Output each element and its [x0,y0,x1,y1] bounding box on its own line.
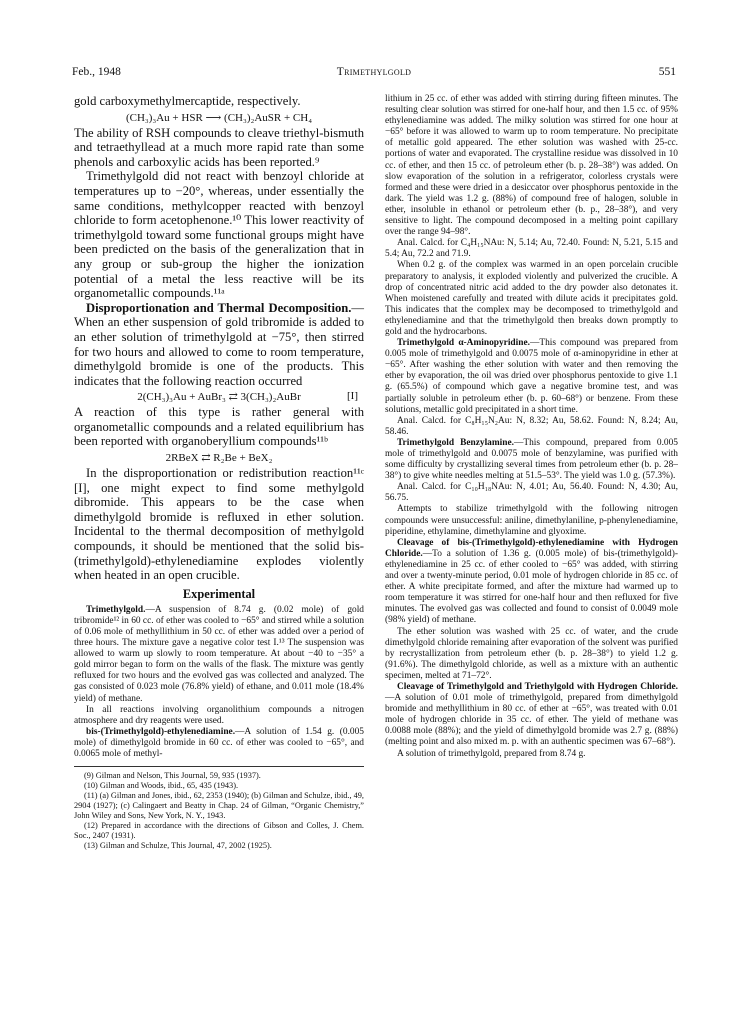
section-title: Experimental [182,586,256,601]
analysis-line: Anal. Calcd. for C₈H₁₅N₂Au: N, 8.32; Au, 58.62. Found: N, 8.24; Au, 58.46. [385,415,678,437]
subheading: bis-(Trimethylgold)-ethylenediamine. [86,726,236,737]
subheading: Trimethylgold α-Aminopyridine. [397,338,530,349]
subheading: Cleavage of Trimethylgold and Triethylgold with Hydrogen Chloride. [397,681,678,692]
footnote: (11) (a) Gilman and Jones, ibid., 62, 2353 (1940); (b) Gilman and Schulze, ibid., 49, 2904 (1927); (c) Calingaert and Beatty in Chap. 24 of Gilman, “Organic Chemistry,” John Wiley and Sons, New York, N. Y., 1943. [74,791,364,821]
paragraph: Attempts to stabilize trimethylgold with the following nitrogen compounds were unsuccessful: aniline, dimethylaniline, p-phenylenediamine, piperidine, ethylamine, dimethylamine and glyoxime. [385,504,678,537]
equation-3: 2RBeX ⇄ R₂Be + BeX₂ [165,452,273,465]
paragraph: lithium in 25 cc. of ether was added with stirring during fifteen minutes. The resulting clear solution was stirred for one-half hour, and then 1.5 cc. of 95% ethylenediamine was added. The milky solution was stirred for one hour at −65° before it was allowed to warm up to room temperature. No precipitate of metallic gold appeared. The ether solution was washed with 25-cc. portions of water and evaporated. The crystalline residue was dissolved in 10 cc. of ether, and then 15 cc. of petroleum ether (b. p. 28–38°) was added. On slow evaporation of the solution in a refrigerator, colorless crystals were formed and these were dried in a desiccator over phosphorus pentoxide in the dark. The yield was 1.2 g. (88%) of compound free of halogen, soluble in ether, insoluble in ethanol or petroleum ether (b. p., 28–38°), and very sensitive to light. The compound decomposed in a melting point capillary over the range 94–98°. [385,94,678,238]
paragraph: When 0.2 g. of the complex was warmed in an open porcelain crucible preparatory to analysis, it exploded violently and pulverized the crucible. A drop of concentrated nitric acid added to the dry powder also detonates it. When moistened carefully and treated with dilute acids it precipitates gold. This indicates that the complex may be decomposed to trimethylgold and ethylenediamine and that the trimethylgold then breaks down promptly to gold and the hydrocarbons. [385,260,678,337]
paragraph [74,727,364,760]
equation-2 [74,390,364,403]
footnote-divider [74,766,364,767]
paragraph [74,605,364,705]
page-header [72,66,676,82]
paragraph [385,538,678,627]
paragraph-text: —When an ether suspension of gold tribromide is added to an ether solution of trimethylgold at −75°, then stirred for two hours and allowed to come to room temperature, dimethylgold bromide is one of the products. This indicates that the following reaction occurred [74,300,364,388]
paragraph [74,301,364,389]
subheading: Trimethylgold. [86,604,146,615]
footnote: (12) Prepared in accordance with the directions of Gibson and Colles, J. Chem. Soc., 2407 (1931). [74,821,364,841]
subheading: Cleavage of bis-(Trimethylgold)-ethylenediamine with Hydrogen Chloride. [385,537,678,559]
paragraph: gold carboxymethylmercaptide, respectively. [74,94,301,108]
right-column [385,94,678,760]
paragraph: A reaction of this type is rather general with organometallic compounds and a related equilibrium has been reported with organoberyllium compounds¹¹ᵇ [74,405,364,449]
paragraph-text: —This compound was prepared from 0.005 mole of trimethylgold and 0.0075 mole of α-aminopyridine in ether at −65°. After washing the ether solution with water and then removing the ether by evaporation, the oil was dried over phosphorus pentoxide to give 1.1 g. (65.5%) of compound which gave a negative bromine test, and was partially soluble in petroleum ether (b. p. 60–68°) or benzene. From these solutions, metallic gold precipitated in a short time. [385,338,678,415]
equation-1: (CH₃)₃Au + HSR ⟶ (CH₃)₂AuSR + CH₄ [125,111,313,124]
equation-number: [I] [347,390,358,403]
paragraph: A solution of trimethylgold, prepared from 8.74 g. [397,748,586,759]
footnote: (9) Gilman and Nelson, This Journal, 59, 935 (1937). [84,771,261,781]
page-number: 551 [658,66,676,78]
equation-text: 2(CH₃)₃Au + AuBr₃ ⇄ 3(CH₃)₂AuBr [137,391,301,404]
paragraph: Trimethylgold did not react with benzoyl chloride at temperatures up to −20°, whereas, under essentially the same conditions, methylcopper reacted with benzoyl chloride to form acetophenone.¹⁰ This lower reactivity of trimethylgold toward some functional groups might have been predicted on the basis of the generalization that in any group or sub-group the higher the ionization potential of a metal the less reactive will be its organometallic compounds.¹¹ᵃ [74,169,364,301]
paragraph [385,438,678,482]
footnote: (10) Gilman and Woods, ibid., 65, 435 (1943). [84,781,239,791]
paragraph-text: —This compound, prepared from 0.005 mole of trimethylgold and 0.0075 mole of benzylamine, was purified with some difficulty by crystallizing several times from petroleum ether (b. p. 28–38°) to give white needles melting at 51.5–53°. The yield was 1.0 g. (57.3%). [385,437,678,482]
paragraph [385,682,678,749]
section-heading-inline: Disproportionation and Thermal Decomposition. [86,300,352,315]
paragraph: The ability of RSH compounds to cleave triethyl-bismuth and tetraethyllead at a much more rapid rate than some phenols and carboxylic acids has been reported.⁹ [74,125,364,169]
paragraph: In all reactions involving organolithium compounds a nitrogen atmosphere and dry reagents were used. [74,704,364,726]
paragraph-text: —A suspension of 8.74 g. (0.02 mole) of gold tribromide¹² in 60 cc. of ether was cooled to −65° and stirred while a solution of 0.06 mole of methyllithium in 50 cc. of ether was added over a period of three hours. The mixture gave a negative color test I.¹³ The suspension was allowed to warm up slowly to room temperature. At about −40 to −35° a gold mirror began to form on the walls of the flask. The mixture was gently refluxed for two hours and the evolved gas was collected and analyzed. The gas consisted of 0.023 mole (76.8% yield) of ethane, and 0.011 mole (18.4% yield) of methane. [74,604,364,704]
paragraph [385,338,678,416]
running-title: Trimethylgold [336,66,412,78]
paragraph: The ether solution was washed with 25 cc. of water, and the crude dimethylgold chloride remaining after evaporation of the solvent was purified by recrystallization from petroleum ether (b. p. 28–38°) to yield 1.2 g. (91.6%). The dimethylgold chloride, as well as a mixture with an authentic specimen, melted at 71–72°. [385,626,678,681]
subheading: Trimethylgold Benzylamine. [397,437,514,448]
paragraph-text: —To a solution of 1.36 g. (0.005 mole) of bis-(trimethylgold)-ethylenediamine in 25 cc. of ether cooled to −65° was added, with stirring and over a twenty-minute period, 0.01 mole of hydrogen chloride in 85 cc. of ether. A white precipitate formed, and after the mixture had warmed up to room temperature it was stirred for one-half hour and then refluxed for five minutes. The evolved gas was collected and found to consist of 0.0049 mole (98% yield) of methane. [385,548,678,626]
journal-date: Feb., 1948 [72,66,121,78]
paragraph: In the disproportionation or redistribution reaction¹¹ᶜ [I], one might expect to find some methylgold dibromide. This appears to be the case when dimethylgold bromide is refluxed in ether solution. Incidental to the thermal decomposition of methylgold compounds, it should be mentioned that the solid bis-(trimethylgold)-ethylenediamine explodes violently when heated in an open crucible. [74,466,364,583]
paragraph-text: —A solution of 0.01 mole of trimethylgold, prepared from dimethylgold bromide and methyllithium in 80 cc. of ether at −65°, was treated with 0.01 mole of hydrogen chloride in 35 cc. of ether. The yield of methane was 0.0088 mole (88%); and the yield of dimethylgold bromide was 2.7 g. (88%) (melting point and also mixed m. p. with an authentic specimen was 67–68°). [385,693,678,748]
analysis-line: Anal. Calcd. for C₄H₁₅NAu: N, 5.14; Au, 72.40. Found: N, 5.21, 5.15 and 5.4; Au, 72.2 and 71.9. [385,238,678,260]
left-column [74,94,364,851]
footnotes [74,771,364,851]
footnote: (13) Gilman and Schulze, This Journal, 47, 2002 (1925). [84,841,272,851]
paragraph-text: —A solution of 1.54 g. (0.005 mole) of dimethylgold bromide in 60 cc. of ether was cooled to −65°, and 0.0065 mole of methyl- [74,726,364,760]
analysis-line: Anal. Calcd. for C₁₀H₁₈NAu: N, 4.01; Au, 56.40. Found: N, 4.30; Au, 56.75. [385,482,678,504]
